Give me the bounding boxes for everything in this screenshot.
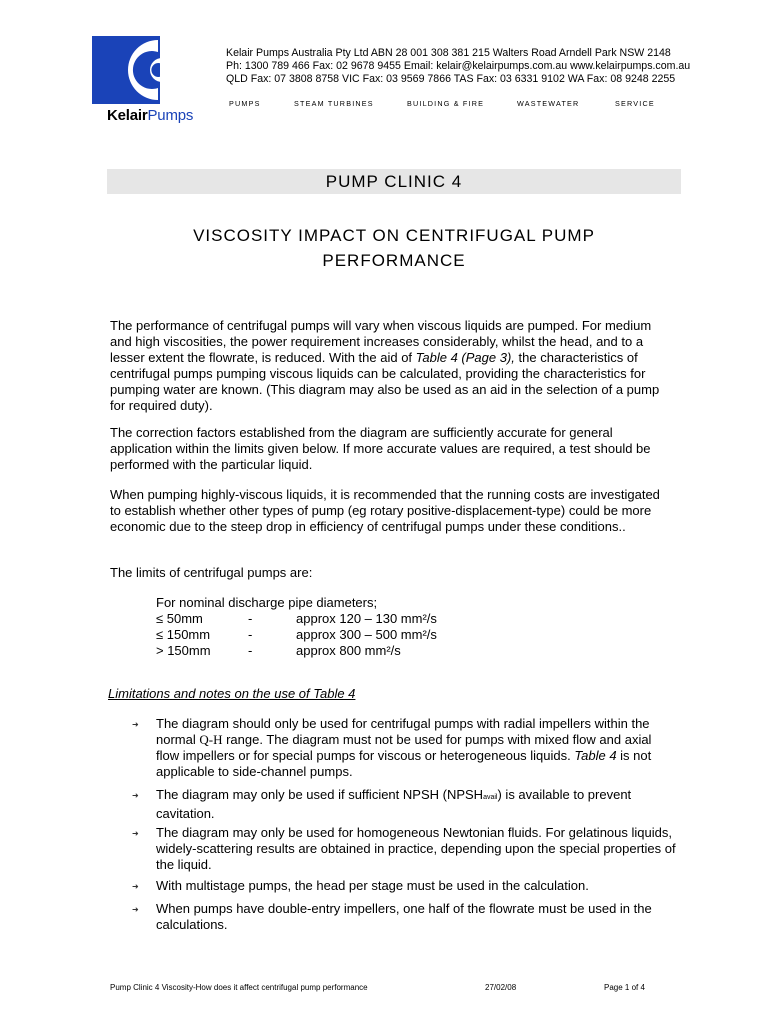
note-newtonian: The diagram may only be used for homogeneous Newtonian fluids. For gelatinous liquids, widely-scattering results are obtained in practice, depending upon the special properties of the liquid. [156,825,676,872]
nav-building-fire[interactable]: BUILDING & FIRE [407,99,485,108]
arrow-bullet-icon: ➜ [132,791,139,800]
table-reference: Table 4 (Page 3), [415,350,515,365]
footer-date: 27/02/08 [485,983,517,992]
nav-service[interactable]: SERVICE [615,99,655,108]
contact-phone-email: Ph: 1300 789 466 Fax: 02 9678 9455 Email: kelair@kelairpumps.com.au www.kelairpumps.com.au [226,60,691,72]
paragraph-intro: The performance of centrifugal pumps will vary when viscous liquids are pumped. For medium and high viscosities, the power requirement increases considerably, whilst the head, and to a lesser extent the flowrate, is reduced. With the aid of Table 4 (Page 3), the characteristics of centrifugal pumps pumping viscous liquids can be calculated, providing the characteristics for pumping water are known. (This diagram may also be used as an aid in the selection of a pump for required duty). [110,318,660,413]
contact-company: Kelair Pumps Australia Pty Ltd ABN 28 001 308 381 215 Walters Road Arndell Park NSW 2148 [226,47,671,59]
nav-pumps[interactable]: PUMPS [229,99,261,108]
subtitle-line-2: PERFORMANCE [322,251,466,270]
limits-intro: For nominal discharge pipe diameters; [156,595,378,610]
arrow-bullet-icon: ➜ [132,882,139,891]
paragraph-running-costs: When pumping highly-viscous liquids, it is recommended that the running costs are investigated to establish whether other types of pump (eg rotary positive-displacement-type) could be more economic due to the steep drop in efficiency of centrifugal pumps under these conditions.. [110,487,660,534]
notes-heading: Limitations and notes on the use of Table 4 [108,686,356,701]
note-double-entry: When pumps have double-entry impellers, one half of the flowrate must be used in the calculations. [156,901,652,932]
logo-wordmark: KelairPumps [107,107,194,124]
footer-doc-title: Pump Clinic 4 Viscosity-How does it affect centrifugal pump performance [110,983,368,992]
note-npsh: The diagram may only be used if sufficient NPSH (NPSHavail) is available to prevent cavitation. [156,787,632,821]
nav-steam-turbines[interactable]: STEAM TURBINES [294,99,374,108]
paragraph-correction: The correction factors established from the diagram are sufficiently accurate for general application within the limits given below. If more accurate values are required, a test should be performed with the particular liquid. [110,425,651,472]
note-radial-impellers: The diagram should only be used for centrifugal pumps with radial impellers within the normal Q-H range. The diagram must not be used for pumps with mixed flow and axial flow impellers or for special pumps for viscous or heterogeneous liquids. Table 4 is not applicable to side-channel pumps. [156,716,652,779]
contact-state-fax: QLD Fax: 07 3808 8758 VIC Fax: 03 9569 7866 TAS Fax: 03 6331 9102 WA Fax: 08 9248 2255 [226,73,676,85]
logo-c-icon [118,36,174,104]
note-multistage: With multistage pumps, the head per stage must be used in the calculation. [156,878,589,893]
page-subtitle [107,223,681,273]
arrow-bullet-icon: ➜ [132,905,139,914]
nav-wastewater[interactable]: WASTEWATER [517,99,580,108]
paragraph-limits: The limits of centrifugal pumps are: [110,565,313,580]
arrow-bullet-icon: ➜ [132,720,139,729]
arrow-bullet-icon: ➜ [132,829,139,838]
subtitle-line-1: VISCOSITY IMPACT ON CENTRIFUGAL PUMP [193,226,595,245]
footer-page-number: Page 1 of 4 [604,983,645,992]
page-title: PUMP CLINIC 4 [325,172,463,191]
